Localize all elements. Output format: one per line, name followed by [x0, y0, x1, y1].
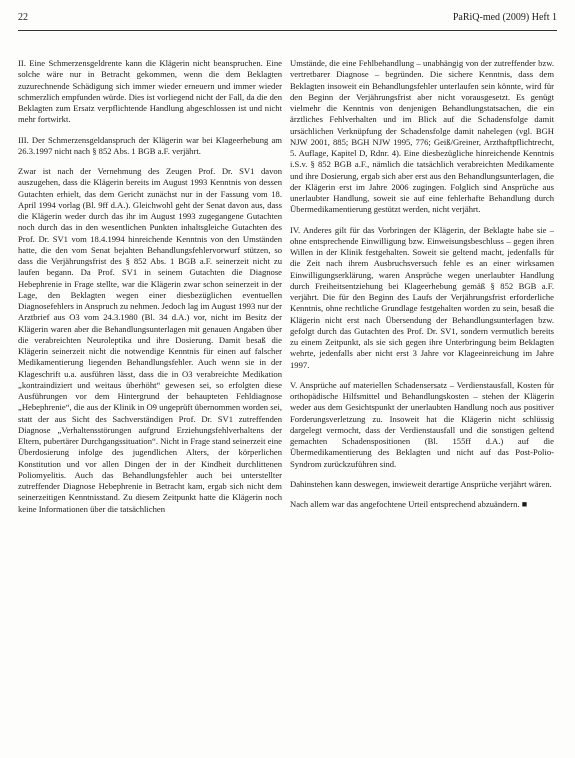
paragraph-right-5	[290, 499, 554, 510]
end-of-article-mark: ■	[521, 499, 528, 509]
journal-title: PaRiQ-med (2009) Heft 1	[452, 12, 557, 23]
page-number: 22	[18, 12, 28, 23]
page-header	[18, 12, 557, 26]
right-column	[290, 58, 554, 738]
paragraph-right-1: Umstände, die eine Fehlbehandlung – unabhängig von der zutreffender bzw. vertretbarer Diagnose – begründen. Die sichere Kenntnis, dass dem Beklagten insoweit ein Behandlungsfehler unterlaufen sein könnte, wird für den Beginn der Verjährungsfrist aber nicht vorausgesetzt. Es genügt vielmehr die Kenntnis von denjenigen Behandlungstatsachen, die ein ärztliches Fehlverhalten und im Blick auf die Schadensfolge damit ursächlichen Verknüpfung der Schadensfolge damit nahelegen (vgl. BGH NJW 2001, 885; BGH NJW 1995, 776; Geiß/Greiner, Arzthaftpflichtrecht, 5. Auflage, Kapitel D, Rdnr. 4). Eine diesbezügliche hinreichende Kenntnis i.S.v. § 852 BGB a.F., nämlich die tatsächlich verabreichten Medikamente und ihre Dosierung, ergab sich aber erst aus den Behandlungsunterlagen, die der Klägerin erst im Jahre 2006 zugingen. Folglich sind Ansprüche aus unerlaubter Handlung, soweit sie auf eine fehlerhafte Behandlung durch Übermedikamentierung gestützt werden, nicht verjährt.	[290, 58, 554, 215]
paragraph-left-3: Zwar ist nach der Vernehmung des Zeugen Prof. Dr. SV1 davon auszugehen, dass die Klägerin bereits im August 1993 Kenntnis von dessen Gutachten erhielt, das dem Gericht zunächst nur in der Fassung vom 18. April 1994 vorlag (Bl. 9ff d.A.). Gleichwohl geht der Senat davon aus, dass die Klägerin weder durch das ihr im August 1993 zugegangene Gutachten noch durch das in den wesentlichen Punkten inhaltsgleiche Gutachten des Prof. Dr. SV1 vom 18.4.1994 hinreichende Kenntnis von den Umständen hatte, die den vom Senat bejahten Behandlungsfehlervorwurf stützen, so dass die Verjährungsfrist des § 852 Abs. 1 BGB a.F. seinerzeit nicht zu laufen begann. Da Prof. SV1 in seinem Gutachten die Diagnose Hebephrenie in Frage stellte, war die Klägerin zwar schon seinerzeit in der Lage, den Beklagten wegen einer diesbezüglichen eventuellen Diagnosefehlers in Anspruch zu nehmen. Jedoch lag im August 1993 nur der Arztbrief aus O3 vom 24.3.1980 (Bl. 34 d.A.) vor, nicht im Besitz der Klägerin waren aber die Behandlungsunterlagen mit genauen Angaben über die verabreichten Neuroleptika und ihre Dosierung. Damit besaß die Klägerin seinerzeit nicht die notwendige Kenntnis für einen auf falscher Medikamentierung liegenden Behandlungsfehler. Auch wenn sie in der Klageschrift u.a. ausführen lässt, dass die in O3 verabreichte Medikation „kontraindiziert und weitaus überhöht“ gewesen sei, so erfolgten diese Ausführungen vor dem Hintergrund der behaupteten Fehldiagnose „Hebephrenie“, die aus der Klinik in O9 ungeprüft übernommen worden sei, statt der aus Sicht des Sachverständigen Prof. Dr. SV1 zutreffenden Diagnose „Verhaltensstörungen aufgrund Erziehungsfehlverhaltens der Eltern, pubertärer Durchgangssituation“. Nicht in Frage stand seinerzeit eine Überdosierung infolge des jugendlichen Alters, der körperlichen Konstitution und vor allen Dingen der in der Kindheit durchlittenen Poliomyelitis. Auch das Behandlungsfehler auch bei unterstellter zutreffender Diagnose Hebephrenie in Betracht kam, ergab sich nicht dem seinerzeitigen Kenntnisstand. Zu diesem Zeitpunkt hatte die Klägerin noch keine Informationen über die tatsächlichen	[18, 166, 282, 514]
left-column	[18, 58, 282, 738]
paragraph-right-3: V. Ansprüche auf materiellen Schadensersatz – Verdienstausfall, Kosten für orthopädische Hilfsmittel und Behandlungskosten – stehen der Klägerin weder aus dem Gesichtspunkt der unerlaubten Handlung noch aus positiver Forderungsverletzung zu. Insoweit hat die Klägerin nicht schlüssig dargelegt vermocht, dass der Verdienstausfall und die sonstigen geltend gemachten Schadenspositionen (Bl. 155ff d.A.) auf die Übermedikamentierung des Beklagten und nicht auf das Post-Polio-Syndrom zurückzuführen sind.	[290, 379, 554, 469]
paragraph-left-2: III. Der Schmerzensgeldanspruch der Klägerin war bei Klageerhebung am 26.3.1997 nicht nach § 852 Abs. 1 BGB a.F. verjährt.	[18, 134, 282, 156]
paragraph-right-4: Dahinstehen kann deswegen, inwieweit derartige Ansprüche verjährt wären.	[290, 478, 552, 489]
paragraph-right-2: IV. Anderes gilt für das Vorbringen der Klägerin, der Beklagte habe sie – ohne entsprechende Einwilligung bzw. Einweisungsbeschluss – gegen ihren Willen in der Klinik festgehalten. Soweit sie geltend macht, jedenfalls für die Zeit nach ihrem Ausbruchsversuch fehle es an einer wirksamen Einwilligungserklärung, waren Ansprüche wegen unerlaubter Handlung durch Freiheitsentziehung bei Klageerhebung gemäß § 852 BGB a.F. verjährt. Die für den Beginn des Laufs der Verjährungsfrist erforderliche Kenntnis, ohne rechtliche Grundlage festgehalten worden zu sein, besaß die Klägerin nicht erst nach Übersendung der Behandlungsunterlagen bzw. gefolgt durch das Gutachten des Prof. Dr. SV1, sondern vermutlich bereits zu einem Zeitpunkt, als sie sich gegen ihre Unterbringung beim Beklagten wehrte, jedenfalls aber nicht erst 3 Jahre vor Klageeinreichung im Jahre 1997.	[290, 224, 554, 370]
paragraph-left-1: II. Eine Schmerzensgeldrente kann die Klägerin nicht beanspruchen. Eine solche wäre nur in Betracht gekommen, wenn die dem Beklagten zuzurechnende Schädigung sich immer wieder erneuern und immer wieder schmerzlich empfunden würde. Dies ist vorliegend nicht der Fall, da die den Beklagten zum Ersatz verpflichtende Handlung abgeschlossen ist und nicht mehr fortwirkt.	[18, 58, 282, 125]
header-rule	[18, 30, 557, 31]
closing-sentence: Nach allem war das angefochtene Urteil entsprechend abzuändern.	[290, 499, 520, 509]
